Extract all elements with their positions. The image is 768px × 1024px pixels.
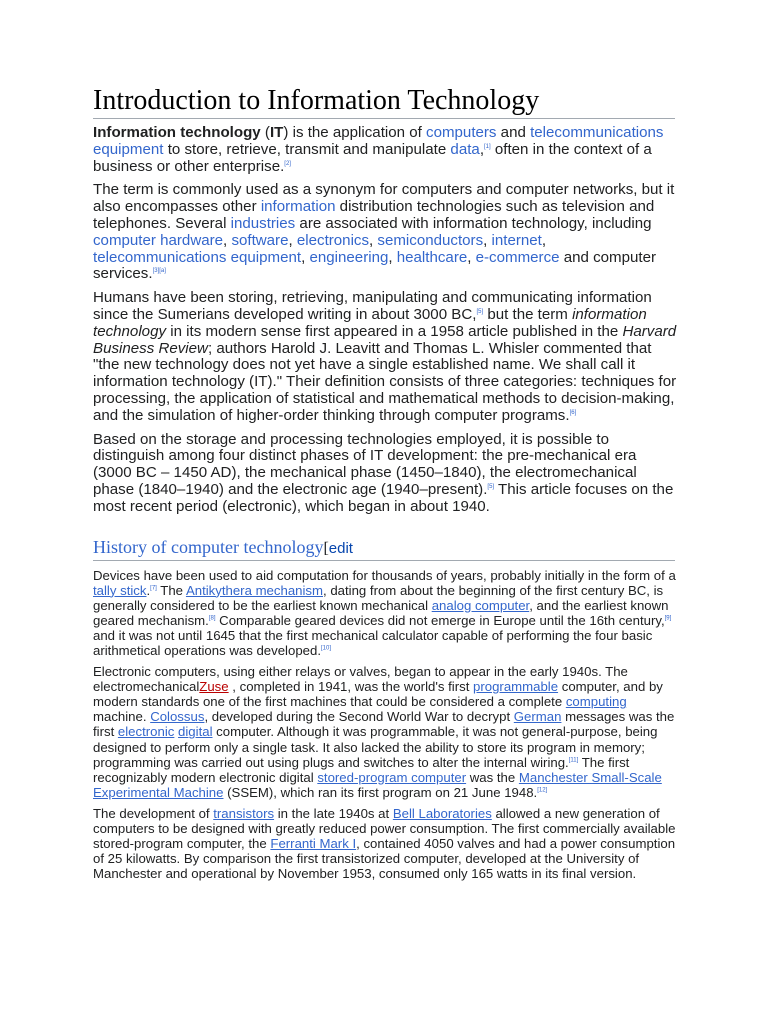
link-german[interactable]: German <box>513 709 562 725</box>
link-data[interactable]: data <box>450 140 480 158</box>
reference-link[interactable]: [6] <box>569 409 577 416</box>
link-antikythera-mechanism[interactable]: Antikythera mechanism <box>185 582 323 598</box>
abbr-bold: IT <box>269 124 284 141</box>
reference-link[interactable]: [3][a] <box>152 268 166 275</box>
reference-link[interactable]: [5] <box>476 308 484 315</box>
link-telecommunications-equipment[interactable]: telecommunications equipment <box>93 124 664 158</box>
link-digital[interactable]: digital <box>178 724 213 740</box>
page-title: Introduction to Information Technology <box>93 84 675 119</box>
link-computer-hardware[interactable]: computer hardware <box>93 231 224 249</box>
reference-link[interactable]: [11] <box>568 757 579 764</box>
link-colossus[interactable]: Colossus <box>150 709 205 725</box>
link-stored-program-computer[interactable]: stored-program computer <box>317 769 467 785</box>
link-semiconductors[interactable]: semiconductors <box>377 231 484 249</box>
section-heading <box>93 536 675 561</box>
reference-link[interactable]: [2] <box>284 160 291 167</box>
link-e-commerce[interactable]: e-commerce <box>475 248 560 266</box>
link-healthcare[interactable]: healthcare <box>396 248 468 266</box>
link-ssem[interactable]: Manchester Small-Scale Experimental Machine <box>93 769 662 800</box>
italic-publication: Harvard Business Review <box>93 322 677 357</box>
link-tally-stick[interactable]: tally stick <box>93 582 147 598</box>
lead-paragraph-4: Based on the storage and processing technologies employed, it is possible to distinguish among four distinct phases of IT development: the pre-mechanical era (3000 BC – 1450 AD), the mechanical phase (1450–1840), the electromechanical phase (1840–1940) and the electronic age (1940–present).[5] This article focuses on the most recent period (electronic), which began in about 1940. <box>93 430 674 515</box>
link-computers[interactable]: computers <box>426 124 497 141</box>
lead-paragraph-3: Humans have been storing, retrieving, manipulating and communicating information since the Sumerians developed writing in about 3000 BC,[5] but the term information technology in its modern sense first appeared in a 1958 article published in the Harvard Business Review; authors Harold J. Leavitt and Thomas L. Whisler commented that "the new technology does not yet have a single established name. We shall call it information technology (IT)." Their definition consists of three categories: techniques for processing, the application of statistical and mathematical methods to decision-making, and the simulation of higher-order thinking through computer programs.[6] <box>93 289 677 424</box>
link-internet[interactable]: internet <box>491 231 542 249</box>
link-programmable[interactable]: programmable <box>473 679 559 695</box>
section-heading-text: History of computer technology <box>93 536 324 557</box>
link-software[interactable]: software <box>231 231 289 249</box>
link-transistors[interactable]: transistors <box>213 805 275 821</box>
link-telecommunications-equipment-2[interactable]: telecommunications equipment <box>93 248 302 266</box>
reference-link[interactable]: [8] <box>208 615 216 622</box>
edit-bracket: [ <box>323 539 329 557</box>
lead-paragraph-1: Information technology (IT) is the application of computers and telecommunications equipment to store, retrieve, transmit and manipulate data,[1] often in the context of a business or other enterprise.[2] <box>93 124 664 175</box>
history-section <box>93 568 679 882</box>
link-electronics[interactable]: electronics <box>296 231 370 249</box>
lead-section <box>93 125 679 516</box>
link-computing[interactable]: computing <box>565 694 627 710</box>
link-zuse[interactable]: Zuse <box>199 679 229 695</box>
link-bell-laboratories[interactable]: Bell Laboratories <box>392 805 492 821</box>
link-engineering[interactable]: engineering <box>309 248 389 266</box>
reference-link[interactable]: [9] <box>664 615 672 622</box>
link-analog-computer[interactable]: analog computer <box>431 597 530 613</box>
article <box>93 84 679 881</box>
lead-paragraph-2: The term is commonly used as a synonym for computers and computer networks, but it also encompasses other information distribution technologies such as television and telephones. Several industries are associated with information technology, including computer hardware, software, electronics, semiconductors, internet, telecommunications equipment, engineering, healthcare, e-commerce and computer services.[3][a] <box>93 181 675 283</box>
italic-term: information technology <box>93 305 647 340</box>
reference-link[interactable]: [10] <box>320 645 331 652</box>
history-paragraph-1: Devices have been used to aid computation for thousands of years, probably initially in the form of a tally stick.[7] The Antikythera mechanism, dating from about the beginning of the first century BC, is generally considered to be the earliest known mechanical analog computer, and the earliest known geared mechanism.[8] Comparable geared devices did not emerge in Europe until the 16th century,[9] and it was not until 1645 that the first mechanical calculator capable of performing the four basic arithmetical operations was developed.[10] <box>93 567 676 658</box>
reference-link[interactable]: [1] <box>484 143 491 150</box>
link-industries[interactable]: industries <box>230 214 296 232</box>
history-paragraph-3: The development of transistors in the late 1940s at Bell Laboratories allowed a new generation of computers to be designed with greatly reduced power consumption. The first commercially available stored-program computer, the Ferranti Mark I, contained 4050 valves and had a power consumption of 25 kilowatts. By comparison the first transistorized computer, developed at the University of Manchester and operational by November 1953, consumed only 165 watts in its final version. <box>93 805 676 882</box>
term-bold: Information technology <box>93 124 261 141</box>
reference-link[interactable]: [5] <box>487 483 495 490</box>
reference-link[interactable]: [12] <box>537 787 548 794</box>
reference-link[interactable]: [7] <box>150 585 157 592</box>
history-paragraph-2: Electronic computers, using either relays or valves, began to appear in the early 1940s. The electromechanicalZuse , completed in 1941, was the world's first programmable computer, and by modern standards one of the first machines that could be considered a complete computing machine. Colossus, developed during the Second World War to decrypt German messages was the first electronic digital computer. Although it was programmable, it was not general-purpose, being designed to perform only a single task. It also lacked the ability to store its program in memory; programming was carried out using plugs and switches to alter the internal wiring.[11] The first recognizably modern electronic digital stored-program computer was the Manchester Small-Scale Experimental Machine (SSEM), which ran its first program on 21 June 1948.[12] <box>93 664 675 800</box>
link-information[interactable]: information <box>260 198 336 216</box>
edit-section-link[interactable]: edit <box>328 539 353 557</box>
link-electronic[interactable]: electronic <box>117 724 175 740</box>
link-ferranti-mark-i[interactable]: Ferranti Mark I <box>270 836 357 852</box>
